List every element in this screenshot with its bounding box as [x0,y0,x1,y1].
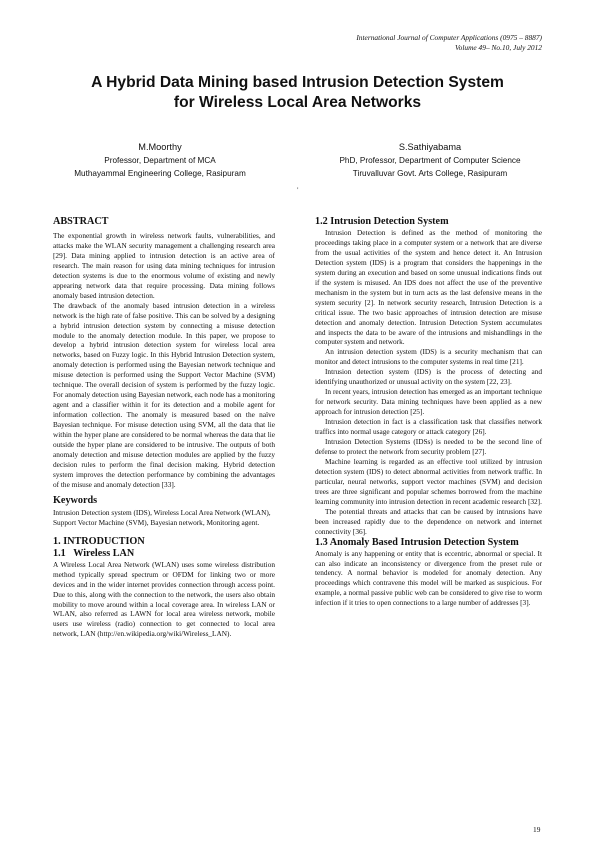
title-line-2: for Wireless Local Area Networks [173,94,422,111]
ids-paragraph: The potential threats and attacks that can be caused by intrusions have been increased rapidly due to the dependence on network and internet connectivity [36]. [315,506,542,536]
author-name: M.Moorthy [138,142,182,152]
ids-paragraph: Intrusion Detection is defined as the method of monitoring the proceedings taking place in a computer system or a network that are diverse from the usual activities of the system and hence detect it. An Intrusion Detection system (IDS) is a program that considers the happenings in the system during an execution and based on some unusual indications finds out if the system is misused. An IDS does not affect the use of the preventive mechanism in the system but in turn acts as the last defensive means in the system security [2]. In network security research, Intrusion Detection is a critical issue. The two basic approaches of intrusion detection are misuse detection and anomaly detection. Intrusion Detection System accumulates and inspects the data to be aware of the intrusions and mishandlings in the computer system and network. [315,228,542,347]
journal-name: International Journal of Computer Applications (0975 – 8887) [356,33,542,42]
introduction-heading: 1. INTRODUCTION [53,535,145,547]
author-affiliation: Muthayammal Engineering College, Rasipuram [74,169,246,178]
page-number: 19 [533,825,541,834]
author-affiliation: Tiruvalluvar Govt. Arts College, Rasipuram [352,169,508,178]
journal-volume: Volume 49– No.10, July 2012 [454,43,542,52]
ids-paragraph: Machine learning is regarded as an effective tool utilized by intrusion detection system (IDS) to detect abnormal activities from network traffic. In particular, neural networks, support vector machines (SVM) and decision trees are three significant and popular schemes borrowed from the machine learning community into intrusion detection in recent academic research [32]. [315,456,542,506]
right-column [315,216,542,608]
author-name: S.Sathiyabama [398,142,462,152]
journal-header [356,33,542,53]
anomaly-paragraph: Anomaly is any happening or entity that is eccentric, abnormal or special. It can also indicate an inconsistency or divergence from the preset rule or tendency. A normal behavior is modeled for anomaly detection. Any proceedings which contravene this model will be marked as suspicious. For example, a normal passive public web can be considered to give rise to worm infection if it tries to open connections to a large number of addresses [3]. [315,548,542,608]
author-role: Professor, Department of MCA [104,156,216,165]
keywords-heading: Keywords [53,494,98,506]
ids-paragraph: In recent years, intrusion detection has emerged as an important technique for network security. Data mining techniques have been applied as a new approach for intrusion detection [25]. [315,387,542,417]
ids-paragraph: Intrusion Detection Systems (IDSs) is needed to be the second line of defense to protect the network from security problem [27]. [315,437,542,456]
abstract-paragraph: The exponential growth in wireless network faults, vulnerabilities, and attacks make the WLAN security management a challenging research area [29]. Data mining applied to intrusion detection is an active area of research. The main reason for using data mining techniques for intrusion detection systems is due to the enormous volume of existing and newly appearing network data that require processing. Data mining follows anomaly based intrusion detection. [53,231,275,300]
intro-paragraph: A Wireless Local Area Network (WLAN) uses some wireless distribution method typically spread spectrum or OFDM for linking two or more devices and in the wider internet provides connection through access point. Due to this, along with the connection to the network, the users also obtain mobility to move around within a local coverage area. In wireless LAN or WLAN, also referred as LAWN for local area wireless network, mobile users use wireless (radio) connection to get connected to local area network, LAN (http://en.wikipedia.org/wiki/Wireless_LAN). [53,559,275,639]
left-column [53,216,275,639]
abstract-heading: ABSTRACT [53,216,109,227]
ids-paragraph: Intrusion detection system (IDS) is the process of detecting and identifying unauthorized or unusual activity on the system [22, 23]. [315,367,542,387]
author-role: PhD, Professor, Department of Computer Science [339,156,521,165]
abstract-paragraph: The drawback of the anomaly based intrusion detection in a wireless network is the high rate of false positive. This can be solved by a designing a hybrid intrusion detection system by connecting a misuse detection module to the anomaly detection module. In this paper, we propose to develop a hybrid intrusion detection system for wireless local area networks, based on Fuzzy logic. In this Hybrid Intrusion Detection system, anomaly detection is performed using the Bayesian network technique and misuse detection is performed using the Support Vector Machine (SVM) technique. The overall decision of system is performed by the fuzzy logic. For anomaly detection using Bayesian network, each node has a monitoring agent and a classifier within it for its detection and a mobile agent for information collection. The anomaly is measured based on the naïve Bayesian technique. For misuse detection using SVM, all the data that lie within the hyper plane are considered to be normal whereas the data that lie outside the hyper plane are considered to be intrusive. The outputs of both anomaly detection and misuse detection modules are applied by the fuzzy decision rules to perform the final decision making. Hybrid detection system improves the detection performance by combining the advantages of the misuse and anomaly detection [33]. [53,300,275,489]
ids-paragraph: Intrusion detection in fact is a classification task that classifies network traffics into normal usage category or attack category [26]. [315,417,542,437]
ids-paragraph: An intrusion detection system (IDS) is a security mechanism that can monitor and detect intrusions to the computer systems in real time [21]. [315,347,542,367]
title-line-1: A Hybrid Data Mining based Intrusion Detection System [91,74,504,91]
stray-mark: , [297,184,299,190]
author-block-1 [35,141,285,180]
paper-title [40,73,555,113]
author-block-2 [305,141,555,180]
ids-heading: 1.2 Intrusion Detection System [315,216,449,227]
keywords-text: Intrusion Detection system (IDS), Wireless Local Area Network (WLAN), Support Vector Machine (SVM), Bayesian network, Monitoring agent. [53,507,271,527]
wireless-lan-heading: 1.1 Wireless LAN [53,547,135,559]
anomaly-ids-heading: 1.3 Anomaly Based Intrusion Detection System [315,536,519,548]
